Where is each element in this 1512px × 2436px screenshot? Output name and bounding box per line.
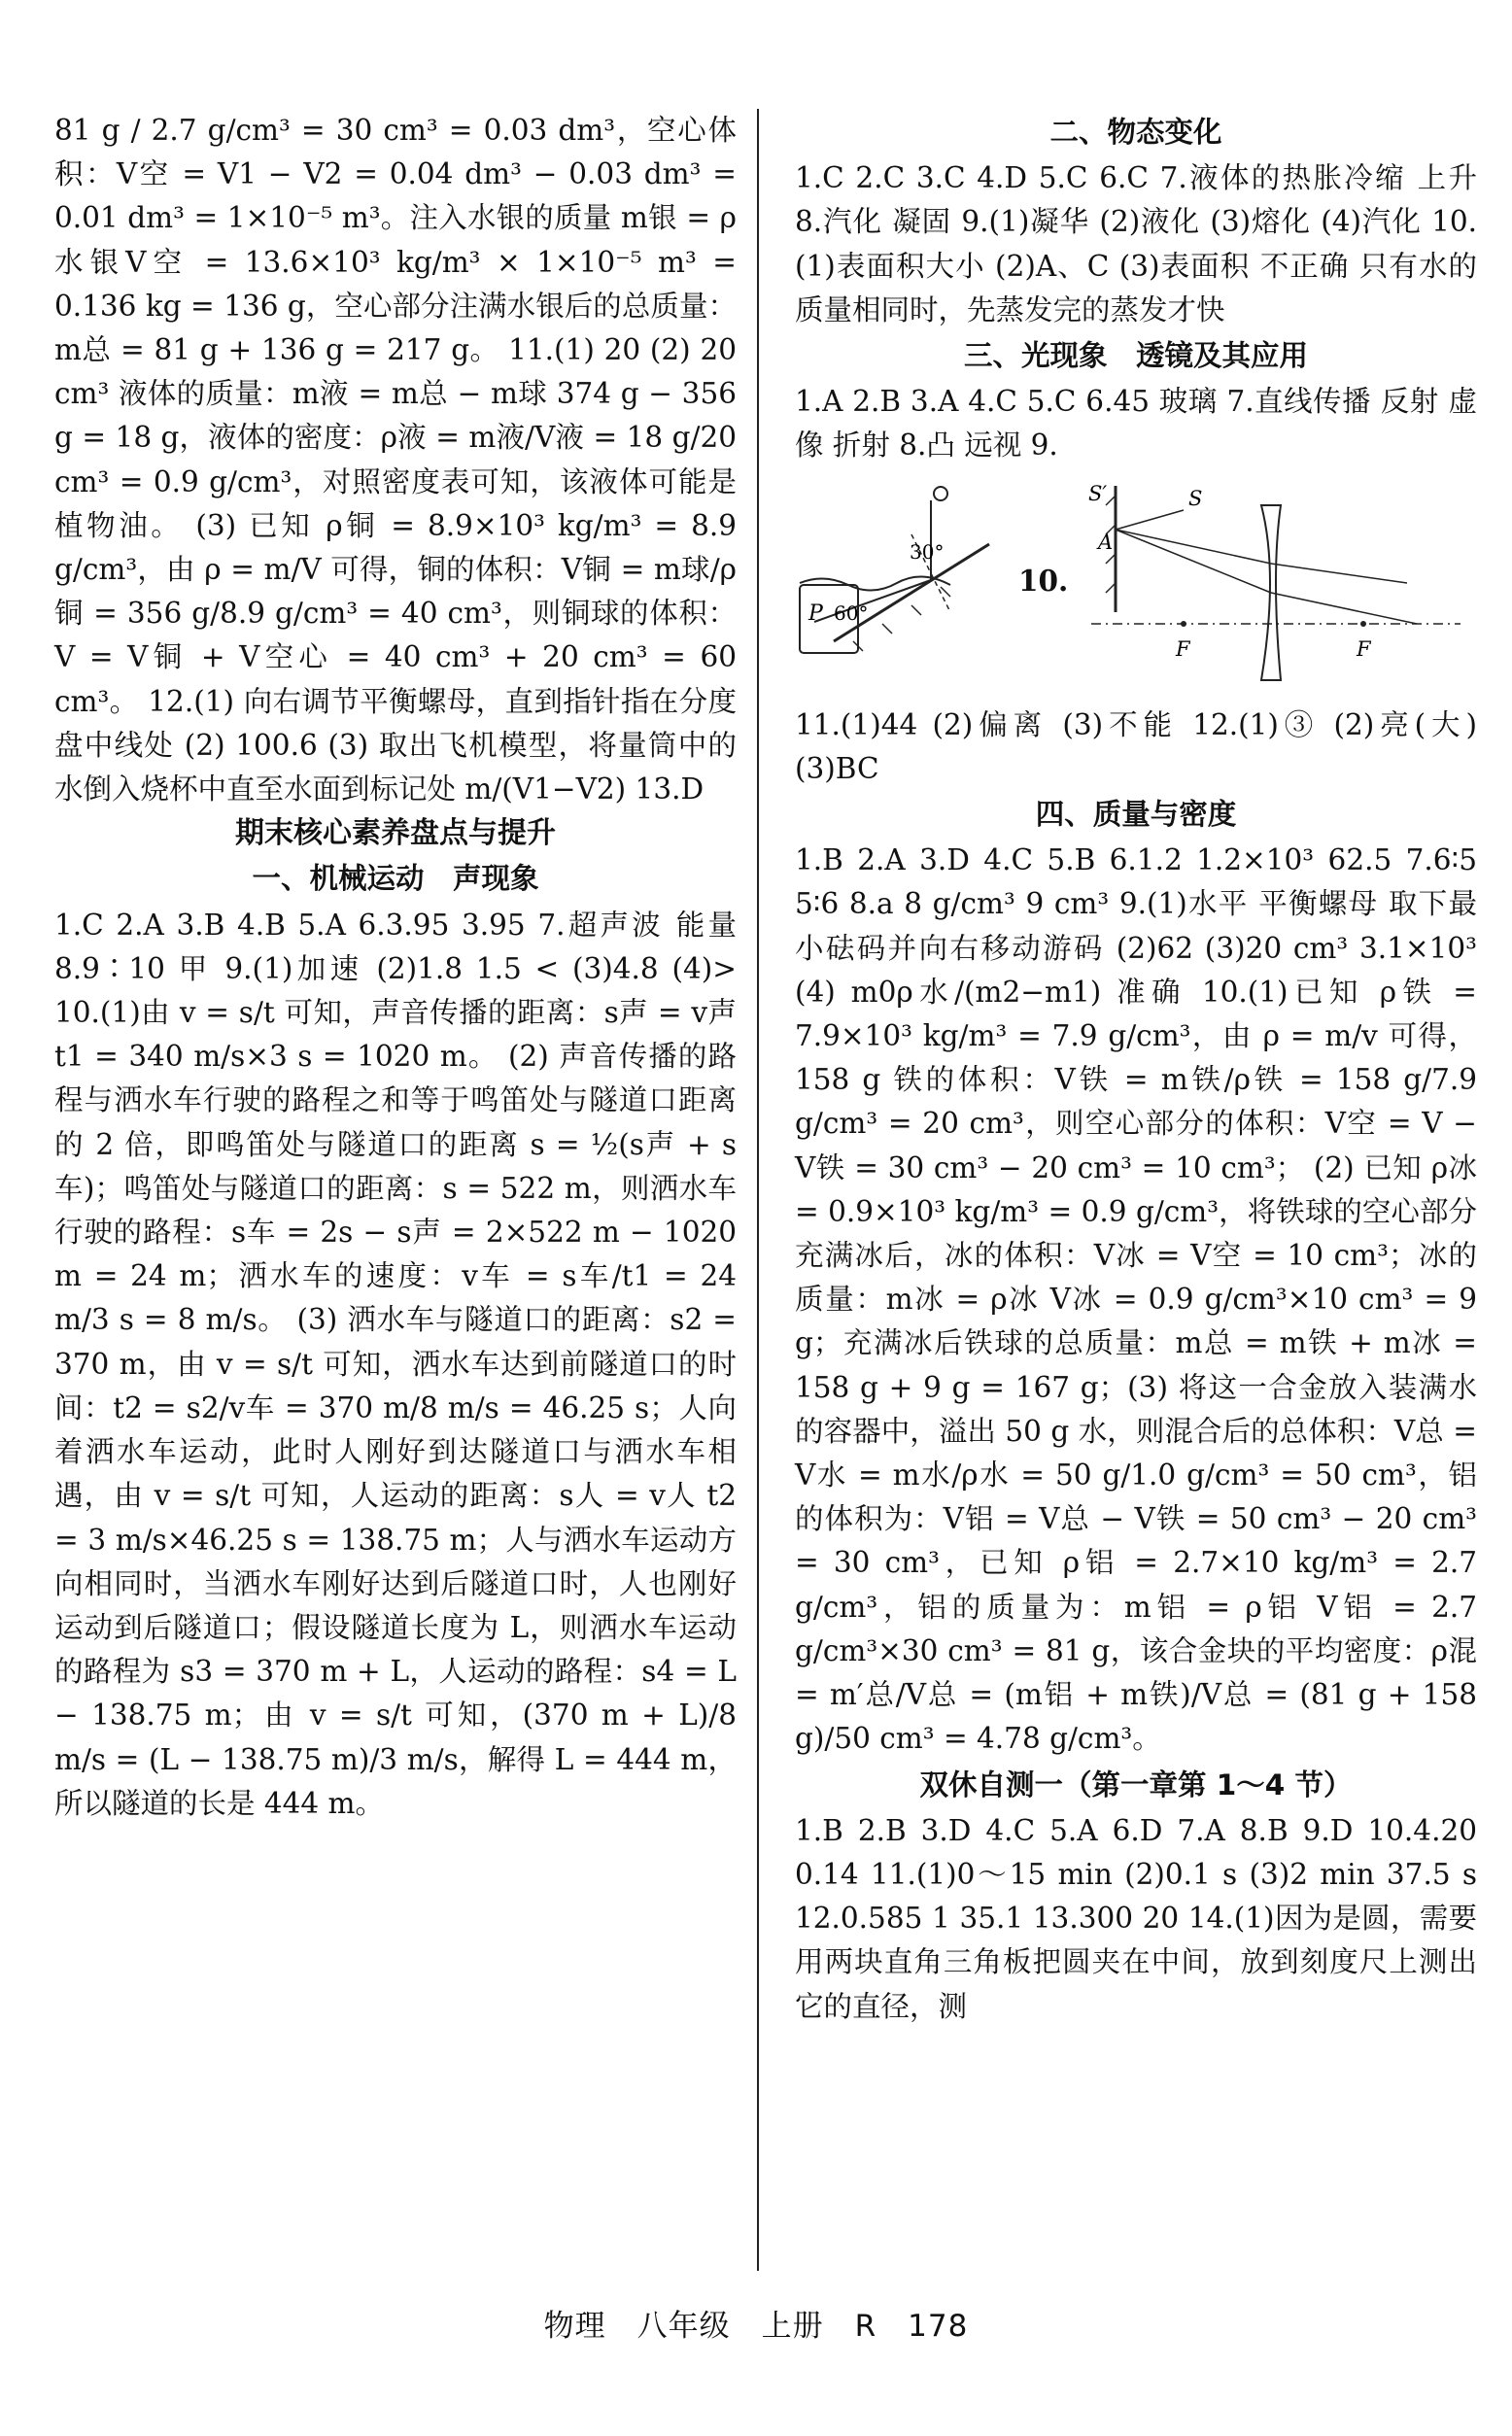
right-paragraph-3: 1.A 2.B 3.A 4.C 5.C 6.45 玻璃 7.直线传播 反射 虚像 折射 8.凸 远视 9. bbox=[795, 385, 1477, 463]
label-p: P bbox=[808, 600, 823, 626]
page-footer: 物理 八年级 上册 R 178 bbox=[543, 2309, 969, 2344]
left-paragraph-2: 1.C 2.A 3.B 4.B 5.A 6.3.95 3.95 7.超声波 能量 8.9∶10 甲 9.(1)加速 (2)1.8 1.5 < (3)4.8 (4)> 10.(1)由 v = s/t 可知，声音传播的距离：s声 = v声 t1 = 340 m/s×3 s = 1020 m。 (2) 声音传播的路程与洒水车行驶的路程之和等于鸣笛处与隧道口距离的 2 倍，即鸣笛处与隧道口的距离 s = ½(s声 + s车)；鸣笛处与隧道口的距离：s = 522 m，则洒水车行驶的路程：s车 = 2s − s声 = 2×522 m − 1020 m = 24 m；洒水车的速度：v车 = s车/t1 = 24 m/3 s = 8 m/s。 (3) 洒水车与隧道口的距离：s2 = 370 m，由 v = s/t 可知，洒水车达到前隧道口的时间：t2 = s2/v车 = 370 m/8 m/s = 46.25 s；人向着洒水车运动，此时人刚好到达隧道口与洒水车相遇，由 v = s/t 可知，人运动的距离：s人 = v人 t2 = 3 m/s×46.25 s = 138.75 m；人与洒水车运动方向相同时，当洒水车刚好达到后隧道口时，人也刚好运动到后隧道口；假设隧道长度为 L，则洒水车运动的路程为 s3 = 370 m + L，人运动的路程：s4 = L − 138.75 m；由 v = s/t 可知，(370 m + L)/8 m/s = (L − 138.75 m)/3 m/s，解得 L = 444 m，所以隧道的长是 444 m。 bbox=[54, 908, 737, 1820]
label-f-left: F bbox=[1176, 636, 1190, 661]
focus-point-left bbox=[1181, 621, 1186, 627]
label-a: A bbox=[1098, 530, 1114, 554]
section-heading-1: 一、机械运动 声现象 bbox=[252, 862, 539, 896]
left-column bbox=[54, 109, 737, 1826]
ray-4 bbox=[1116, 530, 1271, 593]
column-divider bbox=[757, 109, 759, 2271]
label-f-right: F bbox=[1357, 636, 1371, 661]
mirror-hatch bbox=[911, 605, 921, 615]
section-heading-main: 期末核心素养盘点与提升 bbox=[235, 816, 556, 851]
ray-2 bbox=[1116, 530, 1271, 564]
right-paragraph-2: 1.C 2.C 3.C 4.D 5.C 6.C 7.液体的热胀冷缩 上升 8.汽化 凝固 9.(1)凝华 (2)液化 (3)熔化 (4)汽化 10.(1)表面积大小 (2)A、C (3)表面积 不正确 只有水的质量相同时，先蒸发完的蒸发才快 bbox=[795, 161, 1477, 326]
left-paragraph-1: 81 g / 2.7 g/cm³ = 30 cm³ = 0.03 dm³，空心体积：V空 = V1 − V2 = 0.04 dm³ − 0.03 dm³ = 0.01 dm³ = 1×10⁻⁵ m³。注入水银的质量 m银 = ρ水银V空 = 13.6×10³ kg/m³ × 1×10⁻⁵ m³ = 0.136 kg = 136 g，空心部分注满水银后的总质量：m总 = 81 g + 136 g = 217 g。 11.(1) 20 (2) 20 cm³ 液体的质量：m液 = m总 − m球 374 g − 356 g = 18 g，液体的密度：ρ液 = m液/V液 = 18 g/20 cm³ = 0.9 g/cm³，对照密度表可知，该液体可能是植物油。 (3) 已知 ρ铜 = 8.9×10³ kg/m³ = 8.9 g/cm³，由 ρ = m/V 可得，铜的体积：V铜 = m球/ρ铜 = 356 g/8.9 g/cm³ = 40 cm³，则铜球的体积：V = V铜 + V空心 = 40 cm³ + 20 cm³ = 60 cm³。 12.(1) 向右调节平衡螺母，直到指针指在分度盘中线处 (2) 100.6 (3) 取出飞机模型，将量筒中的水倒入烧杯中直至水面到标记处 m/(V1−V2) 13.D bbox=[54, 114, 737, 806]
right-column bbox=[795, 109, 1477, 2029]
right-paragraph-4: 1.B 2.A 3.D 4.C 5.B 6.1.2 1.2×10³ 62.5 7.6∶5 5∶6 8.a 8 g/cm³ 9 cm³ 9.(1)水平 平衡螺母 取下最小砝码并向右移动游码 (2)62 (3)20 cm³ 3.1×10³ (4) m0ρ水/(m2−m1) 准确 10.(1)已知 ρ铁 = 7.9×10³ kg/m³ = 7.9 g/cm³，由 ρ = m/v 可得，158 g 铁的体积：V铁 = m铁/ρ铁 = 158 g/7.9 g/cm³ = 20 cm³，则空心部分的体积：V空 = V − V铁 = 30 cm³ − 20 cm³ = 10 cm³； (2) 已知 ρ冰 = 0.9×10³ kg/m³ = 0.9 g/cm³，将铁球的空心部分充满冰后，冰的体积：V冰 = V空 = 10 cm³；冰的质量：m冰 = ρ冰 V冰 = 0.9 g/cm³×10 cm³ = 9 g；充满冰后铁球的总质量：m总 = m铁 + m冰 = 158 g + 9 g = 167 g；(3) 将这一合金放入装满水的容器中，溢出 50 g 水，则混合后的总体积：V总 = V水 = m水/ρ水 = 50 g/1.0 g/cm³ = 50 cm³，铝的体积为：V铝 = V总 − V铁 = 50 cm³ − 20 cm³ = 30 cm³，已知 ρ铝 = 2.7×10 kg/m³ = 2.7 g/cm³，铝的质量为：m铝 = ρ铝 V铝 = 2.7 g/cm³×30 cm³ = 81 g，该合金块的平均密度：ρ混 = m′总/V总 = (m铝 + m铁)/V总 = (81 g + 158 g)/50 cm³ = 4.78 g/cm³。 bbox=[795, 843, 1477, 1756]
angle-60: 60° bbox=[834, 600, 869, 625]
angle-30: 30° bbox=[910, 539, 945, 564]
section-heading-5: 双休自测一（第一章第 1～4 节） bbox=[919, 1767, 1353, 1801]
lens-diagram bbox=[1086, 476, 1465, 690]
section-heading-2: 二、物态变化 bbox=[1049, 116, 1222, 149]
ray-1 bbox=[1116, 510, 1184, 530]
section-heading-3: 三、光现象 透镜及其应用 bbox=[963, 339, 1308, 373]
right-paragraph-5: 1.B 2.B 3.D 4.C 5.A 6.D 7.A 8.B 9.D 10.4.20 0.14 11.(1)0～15 min (2)0.1 s (3)2 min 37.5 s 12.0.585 1 35.1 13.300 20 14.(1)因为是圆，需要用两块直角三角板把圆夹在中间，放到刻度尺上测出它的直径，测 bbox=[795, 1813, 1477, 2023]
section-heading-4: 四、质量与密度 bbox=[1035, 798, 1237, 832]
ray-3 bbox=[1271, 564, 1407, 583]
mirror-hatch bbox=[882, 624, 892, 634]
focus-point-right bbox=[1360, 621, 1366, 627]
figure-10-label: 10. bbox=[1018, 563, 1069, 598]
optics-figures bbox=[795, 476, 1477, 690]
mirror-hatch bbox=[941, 587, 950, 597]
label-s: S bbox=[1188, 486, 1203, 510]
right-paragraph-3b: 11.(1)44 (2)偏离 (3)不能 12.(1)③ (2)亮(大) (3)BC bbox=[795, 707, 1477, 785]
ray-5 bbox=[1271, 593, 1417, 624]
reflection-diagram bbox=[795, 476, 999, 670]
sun-icon bbox=[934, 487, 947, 500]
label-s-prime: S′ bbox=[1088, 481, 1108, 505]
